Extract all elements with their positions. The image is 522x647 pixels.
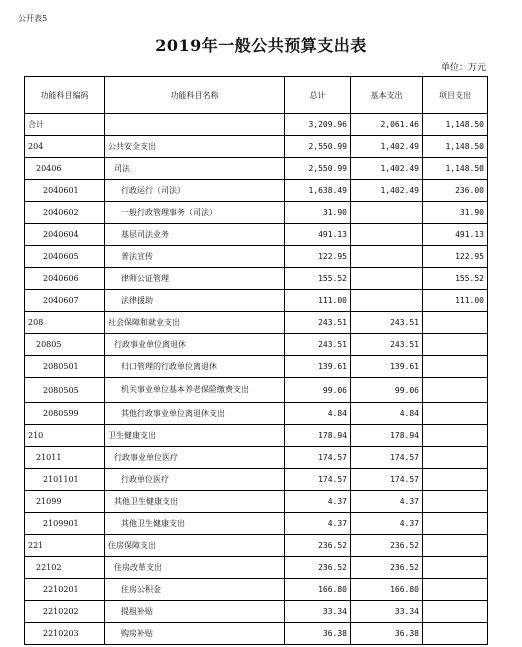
cell-basic: 4.37	[351, 513, 423, 535]
cell-basic: 36.38	[351, 623, 423, 645]
cell-code: 2080501	[25, 356, 105, 378]
cell-total: 122.95	[285, 246, 351, 268]
table-row	[25, 513, 488, 535]
cell-total: 3,209.96	[285, 114, 351, 136]
table-row	[25, 425, 488, 447]
cell-basic: 236.52	[351, 557, 423, 579]
cell-code: 2210201	[25, 579, 105, 601]
cell-basic: 4.84	[351, 403, 423, 425]
cell-total: 243.51	[285, 334, 351, 356]
cell-code: 2040606	[25, 268, 105, 290]
cell-total: 174.57	[285, 469, 351, 491]
cell-project: 236.00	[423, 180, 488, 202]
cell-name: 归口管理的行政单位离退休	[105, 356, 285, 378]
cell-project	[423, 447, 488, 469]
table-row	[25, 202, 488, 224]
table-row	[25, 290, 488, 312]
cell-code: 2040602	[25, 202, 105, 224]
cell-total: 4.84	[285, 403, 351, 425]
cell-basic: 236.52	[351, 535, 423, 557]
column-header-basic: 基本支出	[351, 77, 423, 114]
column-header-name: 功能科目名称	[105, 77, 285, 114]
column-header-total: 总计	[285, 77, 351, 114]
cell-name: 公共安全支出	[105, 136, 285, 158]
cell-total: 155.52	[285, 268, 351, 290]
table-row	[25, 224, 488, 246]
cell-project	[423, 469, 488, 491]
cell-project: 155.52	[423, 268, 488, 290]
cell-total: 31.90	[285, 202, 351, 224]
table-row	[25, 180, 488, 202]
table-row	[25, 334, 488, 356]
cell-name: 基层司法业务	[105, 224, 285, 246]
cell-basic: 139.61	[351, 356, 423, 378]
cell-code: 22102	[25, 557, 105, 579]
table-row	[25, 158, 488, 180]
cell-basic: 4.37	[351, 491, 423, 513]
cell-basic: 243.51	[351, 334, 423, 356]
cell-project: 31.90	[423, 202, 488, 224]
cell-basic: 243.51	[351, 312, 423, 334]
cell-code: 210	[25, 425, 105, 447]
cell-total: 243.51	[285, 312, 351, 334]
cell-name: 一般行政管理事务（司法）	[105, 202, 285, 224]
table-row	[25, 136, 488, 158]
cell-basic: 1,402.49	[351, 158, 423, 180]
cell-project	[423, 378, 488, 403]
cell-total: 99.06	[285, 378, 351, 403]
table-row	[25, 535, 488, 557]
table-row	[25, 114, 488, 136]
cell-name: 卫生健康支出	[105, 425, 285, 447]
cell-basic	[351, 202, 423, 224]
cell-project	[423, 601, 488, 623]
cell-name: 住房公积金	[105, 579, 285, 601]
cell-project	[423, 579, 488, 601]
cell-project	[423, 491, 488, 513]
cell-name: 法律援助	[105, 290, 285, 312]
table-row	[25, 378, 488, 403]
cell-code: 2040607	[25, 290, 105, 312]
cell-name: 购房补贴	[105, 623, 285, 645]
cell-code: 2040604	[25, 224, 105, 246]
cell-name: 社会保障和就业支出	[105, 312, 285, 334]
cell-total: 491.13	[285, 224, 351, 246]
table-row	[25, 447, 488, 469]
cell-name: 其他卫生健康支出	[105, 513, 285, 535]
cell-name: 其他行政事业单位离退休支出	[105, 403, 285, 425]
cell-project: 122.95	[423, 246, 488, 268]
cell-name: 机关事业单位基本养老保险缴费支出	[105, 378, 285, 403]
table-body	[25, 114, 488, 645]
cell-code: 20406	[25, 158, 105, 180]
column-header-project: 项目支出	[423, 77, 488, 114]
cell-total: 1,638.49	[285, 180, 351, 202]
table-row	[25, 623, 488, 645]
cell-name: 行政运行（司法）	[105, 180, 285, 202]
cell-project	[423, 425, 488, 447]
cell-total: 178.94	[285, 425, 351, 447]
cell-total: 236.52	[285, 557, 351, 579]
cell-total: 33.34	[285, 601, 351, 623]
cell-code: 2210203	[25, 623, 105, 645]
cell-project	[423, 356, 488, 378]
cell-total: 174.57	[285, 447, 351, 469]
cell-basic: 178.94	[351, 425, 423, 447]
page-title: 2019年一般公共预算支出表	[155, 36, 367, 55]
cell-code: 2080505	[25, 378, 105, 403]
table-row	[25, 579, 488, 601]
cell-name: 司法	[105, 158, 285, 180]
cell-total: 2,550.99	[285, 158, 351, 180]
table-row	[25, 491, 488, 513]
cell-code: 2040601	[25, 180, 105, 202]
table-row	[25, 246, 488, 268]
cell-code: 204	[25, 136, 105, 158]
cell-project	[423, 513, 488, 535]
cell-basic: 99.06	[351, 378, 423, 403]
cell-name: 行政单位医疗	[105, 469, 285, 491]
cell-total: 111.00	[285, 290, 351, 312]
cell-name: 普法宣传	[105, 246, 285, 268]
cell-project	[423, 312, 488, 334]
cell-project	[423, 334, 488, 356]
cell-project	[423, 535, 488, 557]
cell-code: 2109901	[25, 513, 105, 535]
cell-basic	[351, 246, 423, 268]
table-row	[25, 403, 488, 425]
cell-code: 2210202	[25, 601, 105, 623]
cell-code: 21011	[25, 447, 105, 469]
cell-code: 2040605	[25, 246, 105, 268]
cell-total: 139.61	[285, 356, 351, 378]
cell-name	[105, 114, 285, 136]
cell-total: 236.52	[285, 535, 351, 557]
cell-code: 合计	[25, 114, 105, 136]
cell-code: 2101101	[25, 469, 105, 491]
budget-expenditure-table	[24, 76, 488, 645]
cell-project: 111.00	[423, 290, 488, 312]
cell-basic: 2,061.46	[351, 114, 423, 136]
table-row	[25, 557, 488, 579]
cell-total: 36.38	[285, 623, 351, 645]
cell-basic	[351, 224, 423, 246]
cell-basic	[351, 268, 423, 290]
cell-code: 2080599	[25, 403, 105, 425]
cell-basic	[351, 290, 423, 312]
cell-total: 166.80	[285, 579, 351, 601]
cell-name: 律师公证管理	[105, 268, 285, 290]
cell-name: 住房改革支出	[105, 557, 285, 579]
cell-name: 行政事业单位医疗	[105, 447, 285, 469]
cell-project	[423, 403, 488, 425]
table-row	[25, 312, 488, 334]
cell-basic: 1,402.49	[351, 136, 423, 158]
cell-code: 221	[25, 535, 105, 557]
unit-label: 单位：万元	[440, 63, 486, 73]
cell-project: 491.13	[423, 224, 488, 246]
cell-basic: 33.34	[351, 601, 423, 623]
cell-basic: 1,402.49	[351, 180, 423, 202]
cell-project: 1,148.50	[423, 136, 488, 158]
cell-name: 其他卫生健康支出	[105, 491, 285, 513]
cell-project: 1,148.50	[423, 114, 488, 136]
column-header-code: 功能科目编码	[25, 77, 105, 114]
document-tag: 公开表5	[18, 14, 48, 23]
table-row	[25, 268, 488, 290]
cell-name: 住房保障支出	[105, 535, 285, 557]
cell-basic: 174.57	[351, 447, 423, 469]
cell-total: 4.37	[285, 513, 351, 535]
cell-basic: 174.57	[351, 469, 423, 491]
cell-name: 提租补贴	[105, 601, 285, 623]
table-header-row	[25, 77, 488, 114]
cell-total: 2,550.99	[285, 136, 351, 158]
cell-basic: 166.80	[351, 579, 423, 601]
cell-project: 1,148.50	[423, 158, 488, 180]
cell-total: 4.37	[285, 491, 351, 513]
cell-name: 行政事业单位离退休	[105, 334, 285, 356]
cell-project	[423, 623, 488, 645]
cell-code: 21099	[25, 491, 105, 513]
cell-project	[423, 557, 488, 579]
table-row	[25, 601, 488, 623]
table-row	[25, 469, 488, 491]
table-row	[25, 356, 488, 378]
cell-code: 20805	[25, 334, 105, 356]
cell-code: 208	[25, 312, 105, 334]
